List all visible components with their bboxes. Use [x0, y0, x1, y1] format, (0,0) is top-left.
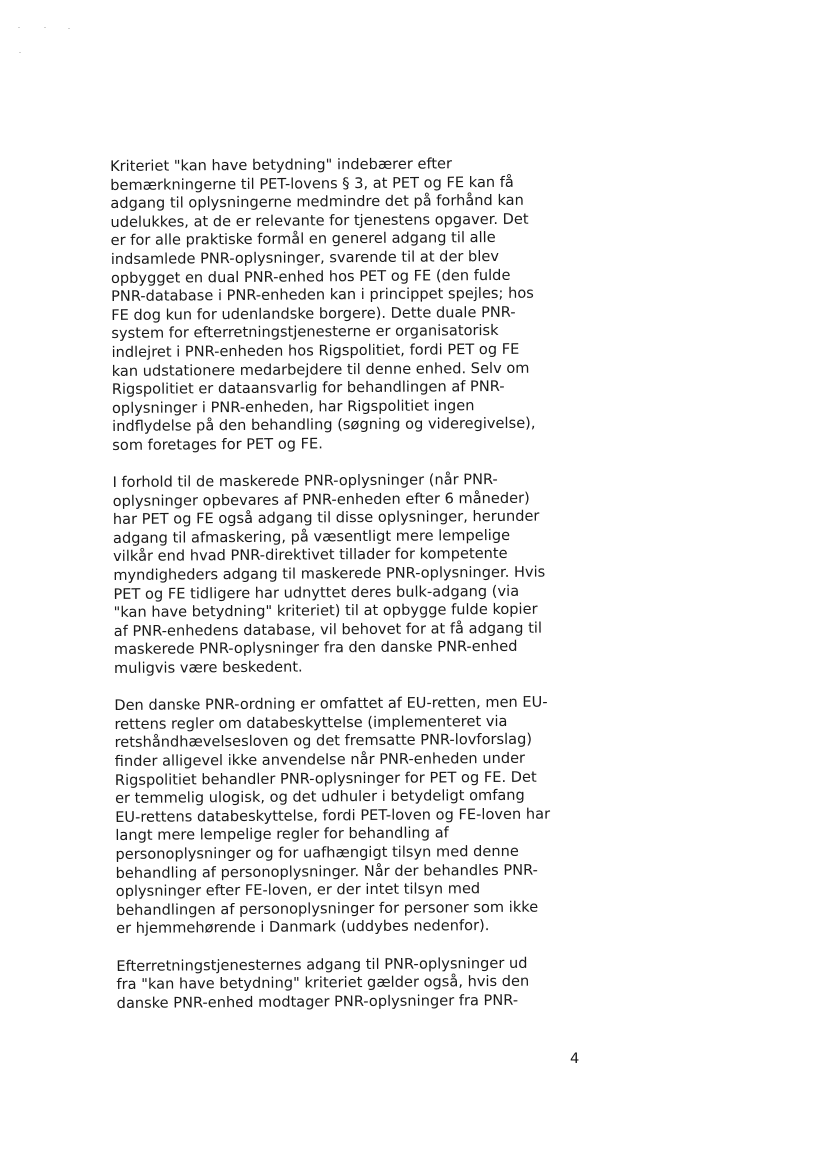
text-line: personoplysninger og for uafhængigt tilsyn med denne	[115, 842, 519, 863]
text-line: kan udstationere medarbejdere til denne enhed. Selv om	[111, 359, 530, 380]
text-line: opbygget en dual PNR-enhed hos PET og FE (den fulde	[110, 266, 511, 287]
text-line: langt mere lempelige regler for behandling af	[115, 824, 449, 845]
scan-speck	[18, 27, 20, 28]
text-line: system for efterretningstjenesterne er organisatorisk	[111, 322, 499, 343]
text-line: PET og FE tidligere har udnyttet deres bulk-adgang (via	[113, 582, 520, 603]
text-line: danske PNR-enhed modtager PNR-oplysninger fra PNR-	[116, 991, 519, 1012]
text-line: indsamlede PNR-oplysninger, svarende til at der blev	[110, 247, 500, 268]
text-line: behandling af personoplysninger. Når der behandles PNR-	[115, 861, 538, 882]
text-line: Den danske PNR-ordning er omfattet af EU-retten, men EU-	[114, 693, 548, 715]
text-line: vilkår end hvad PNR-direktivet tillader for kompetente	[113, 545, 508, 566]
text-line: fra "kan have betydning" kriteriet gælder også, hvis den	[116, 972, 530, 994]
body-text	[110, 154, 595, 1032]
text-line: indlejret i PNR-enheden hos Rigspolitiet, fordi PET og FE	[111, 340, 520, 361]
text-line: PNR-database i PNR-enheden kan i princippet spejles; hos	[111, 284, 534, 306]
page-number: 4	[570, 1050, 580, 1067]
text-line: oplysninger efter FE-loven, er der intet tilsyn med	[115, 880, 481, 901]
text-line: adgang til oplysningerne medmindre det på forhånd kan	[110, 191, 524, 213]
text-line: af PNR-enhedens database, vil behovet for at få adgang til	[113, 619, 543, 640]
paragraph-3	[114, 693, 594, 938]
text-line: I forhold til de maskerede PNR-oplysninger (når PNR-	[112, 471, 498, 492]
paragraph-2	[112, 470, 592, 678]
text-line: retshåndhævelsesloven og det fremsatte PNR-lovforslag)	[114, 731, 533, 752]
text-line: adgang til afmaskering, på væsentligt mere lempelige	[112, 526, 511, 547]
text-line: maskerede PNR-oplysninger fra den danske PNR-enhed	[113, 638, 518, 659]
text-line: Kriteriet "kan have betydning" indebærer efter	[110, 155, 453, 175]
text-line: som foretages for PET og FE.	[112, 435, 323, 454]
paragraph-4	[116, 954, 594, 1014]
scan-speck	[44, 27, 46, 28]
scan-speck	[19, 52, 21, 53]
text-line: rettens regler om databeskyttelse (implementeret via	[114, 712, 508, 733]
text-line: bemærkningerne til PET-lovens § 3, at PET og FE kan få	[110, 173, 514, 194]
text-line: udelukkes, at de er relevante for tjenestens opgaver. Det	[110, 210, 529, 231]
text-line: muligvis være beskedent.	[113, 658, 303, 678]
text-line: behandlingen af personoplysninger for personer som ikke	[115, 898, 539, 919]
paragraph-1	[110, 154, 590, 455]
text-line: Rigspolitiet er dataansvarlig for behandlingen af PNR-	[111, 378, 505, 399]
text-line: indflydelse på den behandling (søgning og videregivelse),	[112, 414, 536, 436]
text-line: Efterretningstjenesternes adgang til PNR-oplysninger ud	[116, 954, 528, 975]
text-line: oplysninger i PNR-enheden, har Rigspolitiet ingen	[111, 396, 475, 417]
text-line: finder alligevel ikke anvendelse når PNR-enheden under	[114, 749, 526, 770]
text-line: er temmelig ulogisk, og det udhuler i betydeligt omfang	[114, 786, 525, 808]
text-line: Rigspolitiet behandler PNR-oplysninger for PET og FE. Det	[114, 768, 537, 789]
text-line: er hjemmehørende i Danmark (uddybes nedenfor).	[115, 917, 490, 938]
text-line: har PET og FE også adgang til disse oplysninger, herunder	[112, 507, 540, 529]
text-line: myndigheders adgang til maskerede PNR-oplysninger. Hvis	[113, 563, 546, 585]
text-line: oplysninger opbevares af PNR-enheden efter 6 måneder)	[112, 489, 530, 510]
text-line: er for alle praktiske formål en generel adgang til alle	[110, 229, 496, 250]
text-line: EU-rettens databeskyttelse, fordi PET-loven og FE-loven har	[115, 805, 551, 826]
text-line: "kan have betydning" kriteriet) til at opbygge fulde kopier	[113, 600, 538, 622]
scan-speck	[68, 28, 70, 29]
text-line: FE dog kun for udenlandske borgere). Dette duale PNR-	[111, 303, 516, 324]
